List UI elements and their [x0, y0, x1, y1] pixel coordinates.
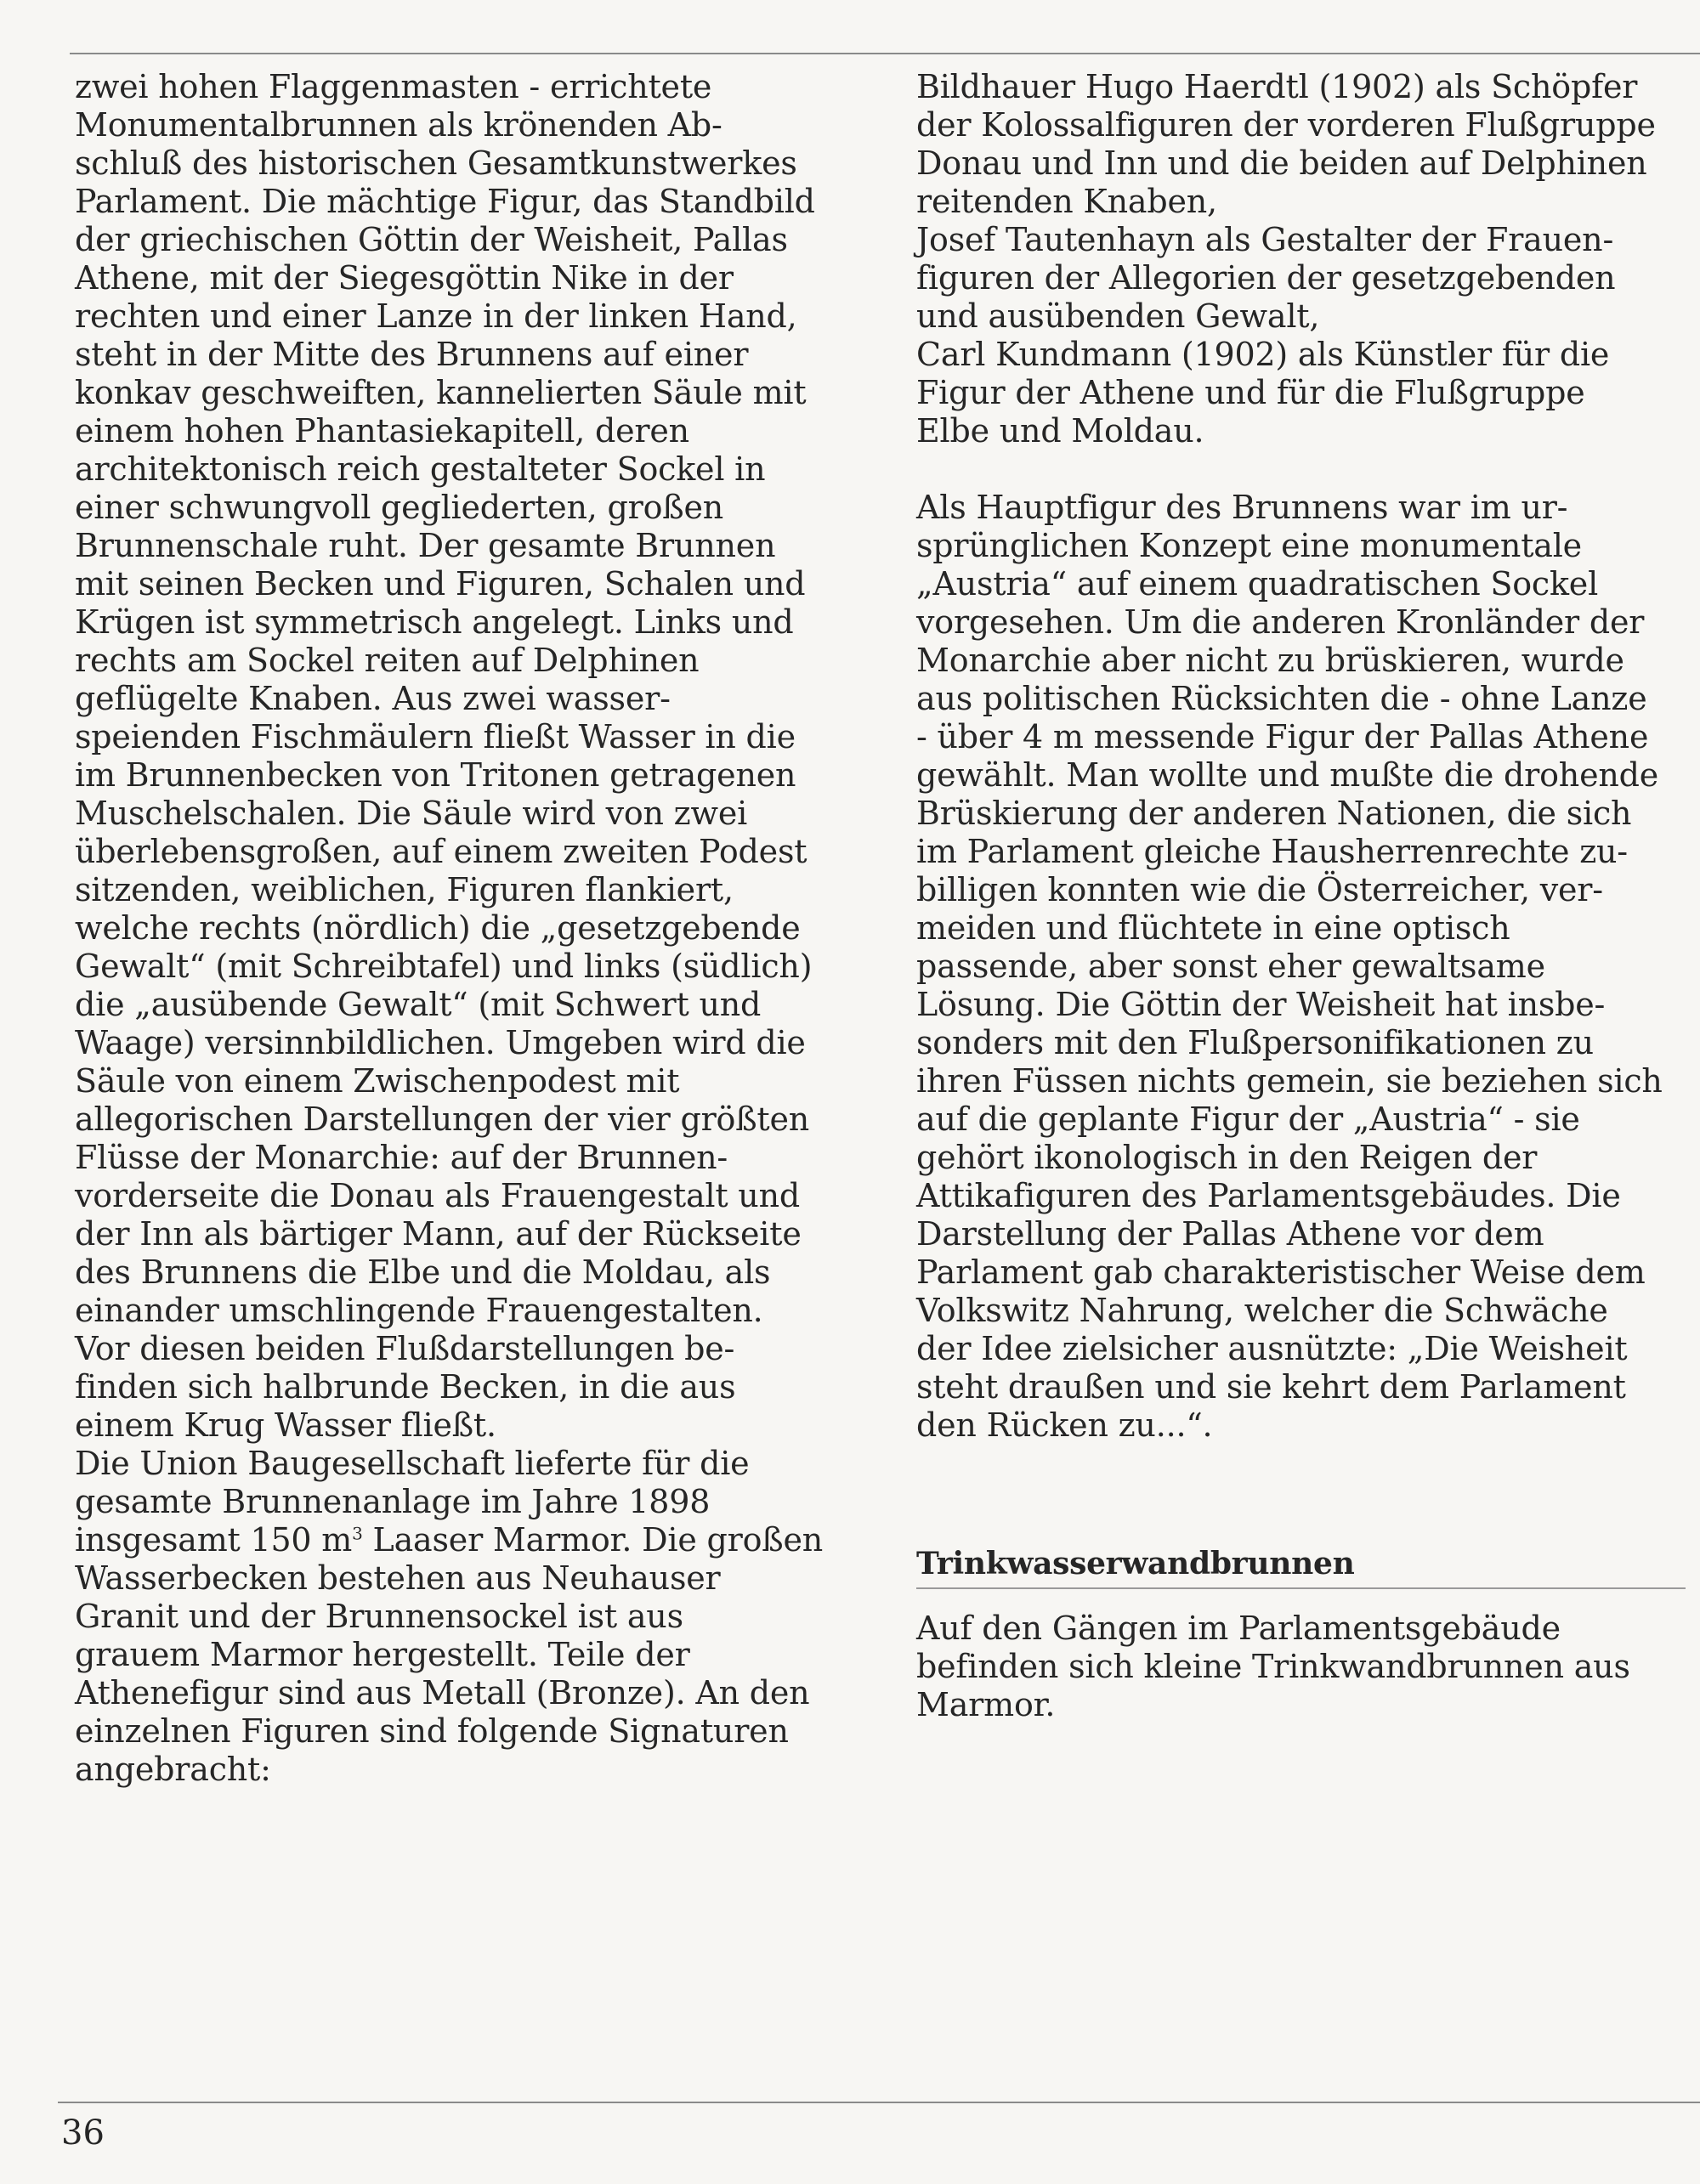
- text-line: grauem Marmor hergestellt. Teile der: [75, 1636, 690, 1673]
- text-line: Lösung. Die Göttin der Weisheit hat insbe-: [916, 986, 1606, 1023]
- text-line: die „ausübende Gewalt“ (mit Schwert und: [75, 986, 762, 1023]
- text-line: Brüskierung der anderen Nationen, die sich: [916, 795, 1632, 832]
- athene-paragraph: [916, 489, 1700, 1445]
- text-line: im Parlament gleiche Hausherrenrechte zu-: [916, 833, 1628, 870]
- text-line: einzelnen Figuren sind folgende Signaturen: [75, 1712, 789, 1750]
- text-line: Bildhauer Hugo Haerdtl (1902) als Schöpfer: [916, 68, 1638, 105]
- text-line: angebracht:: [75, 1751, 271, 1788]
- text-line-volume: [75, 1521, 865, 1559]
- section-heading: Trinkwasserwandbrunnen: [916, 1546, 1355, 1581]
- text-line: Muschelschalen. Die Säule wird von zwei: [75, 795, 748, 832]
- paragraph-gap: [916, 450, 1700, 489]
- text-line: einem Krug Wasser fließt.: [75, 1406, 496, 1444]
- text-line: Die Union Baugesellschaft lieferte für die: [75, 1445, 750, 1482]
- text-line: figuren der Allegorien der gesetzgebenden: [916, 259, 1616, 297]
- text-line: meiden und flüchtete in eine optisch: [916, 909, 1510, 947]
- text-line: konkav geschweiften, kannelierten Säule mit: [75, 374, 807, 411]
- volume-text-before: insgesamt 150 m: [75, 1521, 353, 1559]
- text-line: Donau und Inn und die beiden auf Delphinen: [916, 144, 1647, 182]
- left-paragraph-continued: [75, 1559, 865, 1789]
- text-line: - über 4 m messende Figur der Pallas Athene: [916, 718, 1649, 755]
- text-line: steht draußen und sie kehrt dem Parlament: [916, 1368, 1626, 1406]
- text-line: einem hohen Phantasiekapitell, deren: [75, 412, 689, 450]
- text-line: passende, aber sonst eher gewaltsame: [916, 948, 1545, 985]
- text-line: Flüsse der Monarchie: auf der Brunnen-: [75, 1139, 728, 1176]
- text-line: gewählt. Man wollte und mußte die drohende: [916, 756, 1659, 794]
- text-line: Krügen ist symmetrisch angelegt. Links und: [75, 603, 794, 641]
- text-line: Elbe und Moldau.: [916, 412, 1204, 450]
- text-line: „Austria“ auf einem quadratischen Sockel: [916, 565, 1599, 603]
- text-line: im Brunnenbecken von Tritonen getragenen: [75, 756, 796, 794]
- text-line: der griechischen Göttin der Weisheit, Pallas: [75, 221, 788, 258]
- text-line: Parlament gab charakteristischer Weise dem: [916, 1253, 1646, 1291]
- text-line: Monumentalbrunnen als krönenden Ab-: [75, 106, 722, 144]
- text-line: Figur der Athene und für die Flußgruppe: [916, 374, 1585, 411]
- text-line: der Inn als bärtiger Mann, auf der Rückseite: [75, 1215, 802, 1253]
- text-line: speienden Fischmäulern fließt Wasser in die: [75, 718, 796, 755]
- text-line: einander umschlingende Frauengestalten.: [75, 1292, 763, 1329]
- text-line: Waage) versinnbildlichen. Umgeben wird die: [75, 1024, 806, 1061]
- text-line: sprünglichen Konzept eine monumentale: [916, 527, 1582, 564]
- text-line: architektonisch reich gestalteter Sockel in: [75, 450, 766, 488]
- text-line: Granit und der Brunnensockel ist aus: [75, 1598, 683, 1635]
- text-line: und ausübenden Gewalt,: [916, 297, 1320, 335]
- text-line: gesamte Brunnenanlage im Jahre 1898: [75, 1483, 711, 1520]
- text-line: den Rücken zu...“.: [916, 1406, 1213, 1444]
- right-column: [916, 68, 1700, 1445]
- volume-text-after: Laaser Marmor. Die großen: [362, 1521, 824, 1559]
- text-line: sitzenden, weiblichen, Figuren flankiert,: [75, 871, 734, 908]
- page-number: 36: [61, 2113, 105, 2153]
- text-line: allegorischen Darstellungen der vier größten: [75, 1100, 810, 1138]
- text-line: des Brunnens die Elbe und die Moldau, als: [75, 1253, 771, 1291]
- text-line: schluß des historischen Gesamtkunstwerkes: [75, 144, 797, 182]
- text-line: Darstellung der Pallas Athene vor dem: [916, 1215, 1544, 1253]
- text-line: Parlament. Die mächtige Figur, das Standbild: [75, 183, 815, 220]
- left-paragraph: [75, 68, 865, 1521]
- text-line: Gewalt“ (mit Schreibtafel) und links (südlich): [75, 948, 813, 985]
- text-line: welche rechts (nördlich) die „gesetzgebende: [75, 909, 801, 947]
- top-rule: [70, 53, 1700, 54]
- text-line: Wasserbecken bestehen aus Neuhauser: [75, 1559, 721, 1597]
- text-line: befinden sich kleine Trinkwandbrunnen aus: [916, 1648, 1630, 1685]
- text-line: Marmor.: [916, 1686, 1056, 1723]
- text-line: steht in der Mitte des Brunnens auf einer: [75, 336, 749, 373]
- text-line: sonders mit den Flußpersonifikationen zu: [916, 1024, 1594, 1061]
- text-line: vorderseite die Donau als Frauengestalt und: [75, 1177, 800, 1214]
- text-line: Volkswitz Nahrung, welcher die Schwäche: [916, 1292, 1608, 1329]
- text-line: Säule von einem Zwischenpodest mit: [75, 1062, 680, 1100]
- signatures-paragraph: [916, 68, 1700, 450]
- text-line: Auf den Gängen im Parlamentsgebäude: [916, 1610, 1561, 1647]
- text-line: geflügelte Knaben. Aus zwei wasser-: [75, 680, 671, 717]
- text-line: Monarchie aber nicht zu brüskieren, wurde: [916, 642, 1624, 679]
- drinking-fountain-paragraph: [916, 1610, 1700, 1724]
- text-line: vorgesehen. Um die anderen Kronländer der: [916, 603, 1645, 641]
- text-line: Brunnenschale ruht. Der gesamte Brunnen: [75, 527, 776, 564]
- text-line: Josef Tautenhayn als Gestalter der Frauen-: [916, 221, 1614, 258]
- text-line: Vor diesen beiden Flußdarstellungen be-: [75, 1330, 735, 1367]
- text-line: der Idee zielsicher ausnützte: „Die Weisheit: [916, 1330, 1628, 1367]
- text-line: ihren Füssen nichts gemein, sie beziehen sich: [916, 1062, 1663, 1100]
- text-line: rechts am Sockel reiten auf Delphinen: [75, 642, 700, 679]
- bottom-rule: [58, 2102, 1700, 2103]
- cubic-superscript: 3: [352, 1523, 363, 1544]
- text-line: der Kolossalfiguren der vorderen Flußgruppe: [916, 106, 1656, 144]
- text-line: rechten und einer Lanze in der linken Hand,: [75, 297, 797, 335]
- section-body: [916, 1610, 1700, 1724]
- text-line: billigen konnten wie die Österreicher, ver-: [916, 871, 1603, 908]
- text-line: mit seinen Becken und Figuren, Schalen und: [75, 565, 806, 603]
- text-line: Als Hauptfigur des Brunnens war im ur-: [916, 489, 1568, 526]
- text-line: Athene, mit der Siegesgöttin Nike in der: [75, 259, 734, 297]
- text-line: auf die geplante Figur der „Austria“ - sie: [916, 1100, 1580, 1138]
- text-line: überlebensgroßen, auf einem zweiten Podest: [75, 833, 808, 870]
- text-line: gehört ikonologisch in den Reigen der: [916, 1139, 1538, 1176]
- text-line: Athenefigur sind aus Metall (Bronze). An den: [75, 1674, 810, 1712]
- text-line: Carl Kundmann (1902) als Künstler für die: [916, 336, 1610, 373]
- text-line: finden sich halbrunde Becken, in die aus: [75, 1368, 736, 1406]
- section-heading-block: [916, 1545, 1686, 1589]
- text-line: einer schwungvoll gegliederten, großen: [75, 489, 724, 526]
- text-line: Attikafiguren des Parlamentsgebäudes. Die: [916, 1177, 1621, 1214]
- section-heading-rule: [916, 1587, 1686, 1589]
- text-line: zwei hohen Flaggenmasten - errichtete: [75, 68, 712, 105]
- text-line: aus politischen Rücksichten die - ohne Lanze: [916, 680, 1647, 717]
- left-column: [75, 68, 865, 1789]
- text-line: reitenden Knaben,: [916, 183, 1217, 220]
